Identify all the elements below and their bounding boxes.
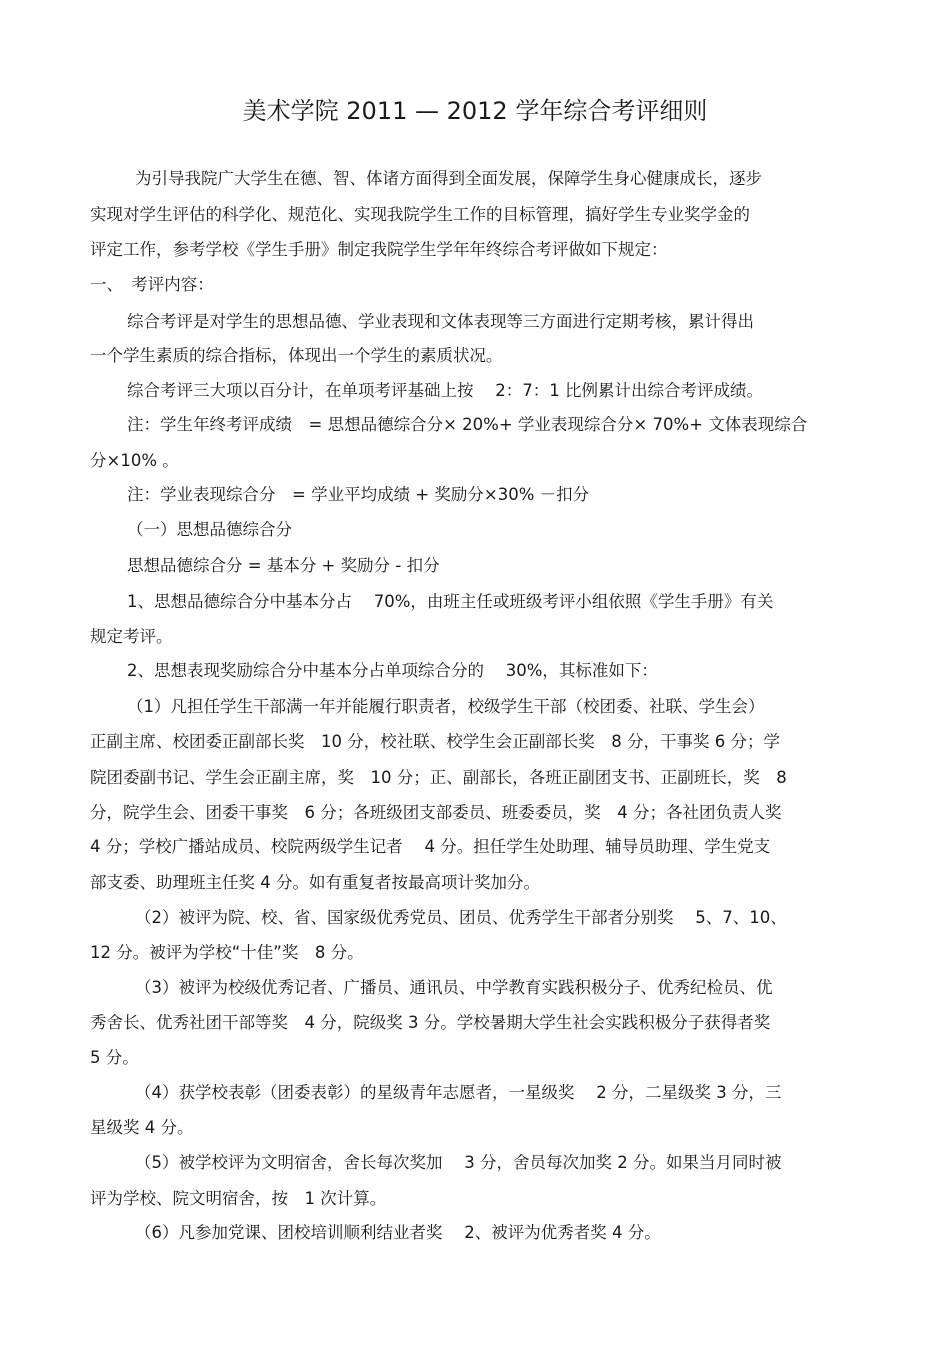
formula-line: 思想品德综合分 = 基本分 + 奖励分 - 扣分	[127, 556, 440, 575]
paragraph-line: 2、思想表现奖励综合分中基本分占单项综合分的 30%，其标准如下：	[127, 661, 658, 680]
paragraph-line: 规定考评。	[90, 627, 173, 646]
list-item-line: 秀舍长、优秀社团干部等奖 4 分，院级奖 3 分。学校暑期大学生社会实践积极分子获得者奖	[90, 1013, 771, 1032]
paragraph-line: 一个学生素质的综合指标，体现出一个学生的素质状况。	[90, 346, 503, 365]
paragraph-line: 实现对学生评估的科学化、规范化、实现我院学生工作的目标管理，搞好学生专业奖学金的	[90, 205, 750, 224]
list-item-line: （6）凡参加党课、团校培训顺利结业者奖 2、被评为优秀者奖 4 分。	[135, 1223, 661, 1242]
list-item-line: 5 分。	[90, 1048, 139, 1067]
list-item-line: （2）被评为院、校、省、国家级优秀党员、团员、优秀学生干部者分别奖 5、7、10、	[135, 908, 787, 927]
paragraph-line: 1、思想品德综合分中基本分占 70%，由班主任或班级考评小组依照《学生手册》有关	[127, 592, 774, 611]
list-item-line: （5）被学校评为文明宿舍，舍长每次奖加 3 分，舍员每次加奖 2 分。如果当月同时被	[135, 1153, 782, 1172]
list-item-line: （4）获学校表彰（团委表彰）的星级青年志愿者，一星级奖 2 分，二星级奖 3 分，三	[135, 1083, 782, 1102]
list-item-line: 部支委、助理班主任奖 4 分。如有重复者按最高项计奖加分。	[90, 873, 540, 892]
list-item-line: 院团委副书记、学生会正副主席，奖 10 分；正、副部长，各班正副团支书、正副班长，奖 8	[90, 768, 787, 787]
list-item-line: （3）被评为校级优秀记者、广播员、通讯员、中学教育实践积极分子、优秀纪检员、优	[135, 978, 773, 997]
list-item-line: 分，院学生会、团委干事奖 6 分；各班级团支部委员、班委委员，奖 4 分；各社团负责人奖	[90, 803, 782, 822]
list-item-line: （1）凡担任学生干部满一年并能履行职责者，校级学生干部（校团委、社联、学生会）	[127, 697, 765, 716]
list-item-line: 4 分；学校广播站成员、校院两级学生记者 4 分。担任学生处助理、辅导员助理、学生党支	[90, 837, 771, 856]
note-line: 注：学生年终考评成绩 = 思想品德综合分× 20%+ 学业表现综合分× 70%+ 文体表现综合	[127, 415, 808, 434]
document-title: 美术学院 2011 — 2012 学年综合考评细则	[242, 97, 708, 125]
section-heading: 一、 考评内容：	[90, 275, 214, 294]
list-item-line: 12 分。被评为学校“十佳”奖 8 分。	[90, 943, 364, 962]
list-item-line: 评为学校、院文明宿舍，按 1 次计算。	[90, 1189, 387, 1208]
note-line: 注：学业表现综合分 = 学业平均成绩 + 奖励分×30% －扣分	[127, 485, 590, 504]
paragraph-line: 综合考评三大项以百分计，在单项考评基础上按 2：7：1 比例累计出综合考评成绩。	[127, 381, 763, 400]
subsection-heading: （一）思想品德综合分	[127, 520, 292, 539]
paragraph-line: 综合考评是对学生的思想品德、学业表现和文体表现等三方面进行定期考核，累计得出	[127, 312, 754, 331]
paragraph-line: 为引导我院广大学生在德、智、体诸方面得到全面发展，保障学生身心健康成长，逐步	[135, 169, 762, 188]
note-line: 分×10% 。	[90, 451, 179, 470]
paragraph-line: 评定工作，参考学校《学生手册》制定我院学生学年年终综合考评做如下规定：	[90, 240, 668, 259]
list-item-line: 星级奖 4 分。	[90, 1118, 194, 1137]
list-item-line: 正副主席、校团委正副部长奖 10 分，校社联、校学生会正副部长奖 8 分，干事奖 6 分；学	[90, 732, 780, 751]
